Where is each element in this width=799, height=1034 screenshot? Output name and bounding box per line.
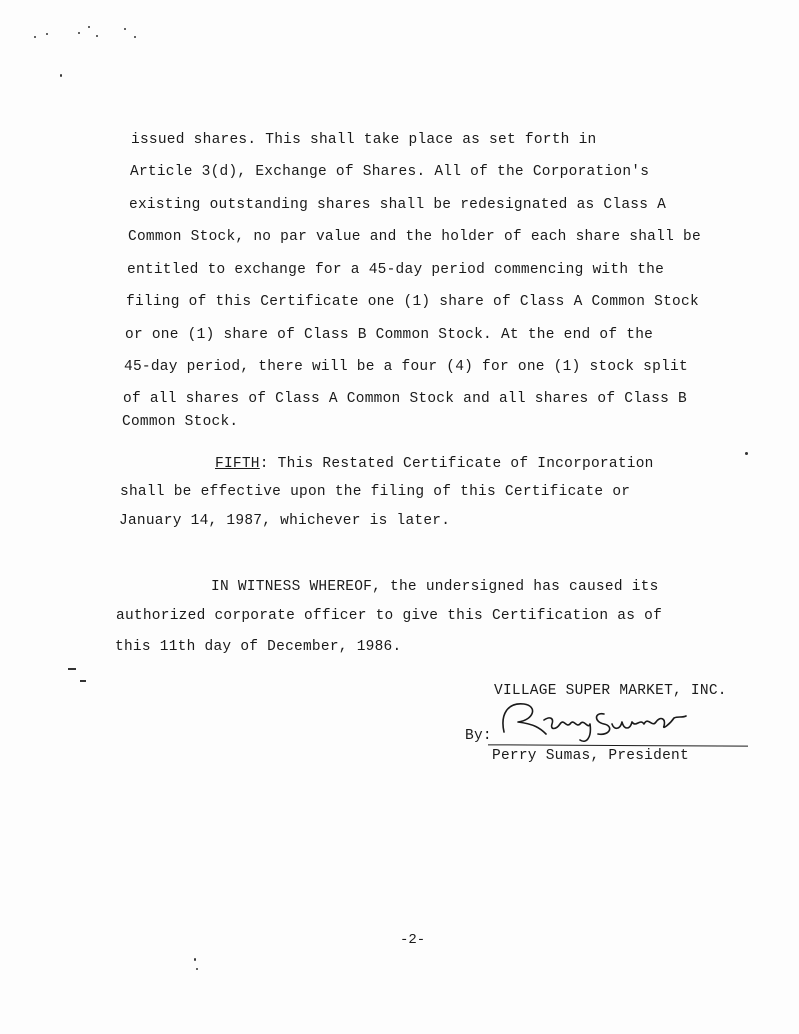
by-label: By: — [465, 728, 492, 744]
scan-speck — [124, 28, 126, 30]
witness-line-1: IN WITNESS WHEREOF, the undersigned has caused its — [211, 579, 659, 595]
scan-speck — [68, 668, 76, 670]
fifth-line-1 — [215, 455, 654, 473]
scan-speck — [34, 36, 36, 38]
body-line-7: or one (1) share of Class B Common Stock. At the end of the — [125, 327, 654, 343]
body-line-6: filing of this Certificate one (1) share of Class A Common Stock — [126, 294, 699, 310]
scan-speck — [78, 32, 80, 34]
body-line-1: issued shares. This shall take place as set forth in — [131, 132, 597, 148]
fifth-line-3: January 14, 1987, whichever is later. — [119, 513, 451, 529]
fifth-heading: FIFTH — [215, 456, 260, 472]
scan-speck — [96, 35, 98, 37]
scan-speck — [60, 74, 62, 77]
scan-speck — [745, 452, 748, 455]
fifth-line-2: shall be effective upon the filing of this Certificate or — [120, 484, 631, 500]
body-line-10: Common Stock. — [122, 414, 239, 430]
company-name: VILLAGE SUPER MARKET, INC. — [494, 683, 727, 699]
body-line-9: of all shares of Class A Common Stock and all shares of Class B — [123, 391, 687, 407]
scan-speck — [134, 36, 136, 38]
scan-speck — [80, 680, 86, 682]
scan-speck — [196, 968, 198, 970]
body-line-8: 45-day period, there will be a four (4) for one (1) stock split — [124, 359, 688, 375]
body-line-3: existing outstanding shares shall be redesignated as Class A — [129, 197, 667, 213]
page-number: -2- — [400, 932, 426, 948]
witness-line-3: this 11th day of December, 1986. — [115, 639, 402, 655]
signer-name: Perry Sumas, President — [492, 748, 689, 764]
scan-speck — [46, 33, 48, 35]
body-line-2: Article 3(d), Exchange of Shares. All of the Corporation's — [130, 164, 650, 180]
witness-line-2: authorized corporate officer to give this Certification as of — [116, 608, 663, 624]
scan-speck — [194, 958, 196, 961]
fifth-line-1-text: : This Restated Certificate of Incorporation — [259, 456, 654, 472]
handwritten-signature — [494, 694, 694, 744]
body-line-5: entitled to exchange for a 45-day period commencing with the — [127, 262, 665, 278]
body-line-4: Common Stock, no par value and the holder of each share shall be — [128, 229, 701, 245]
scan-speck — [88, 26, 90, 28]
